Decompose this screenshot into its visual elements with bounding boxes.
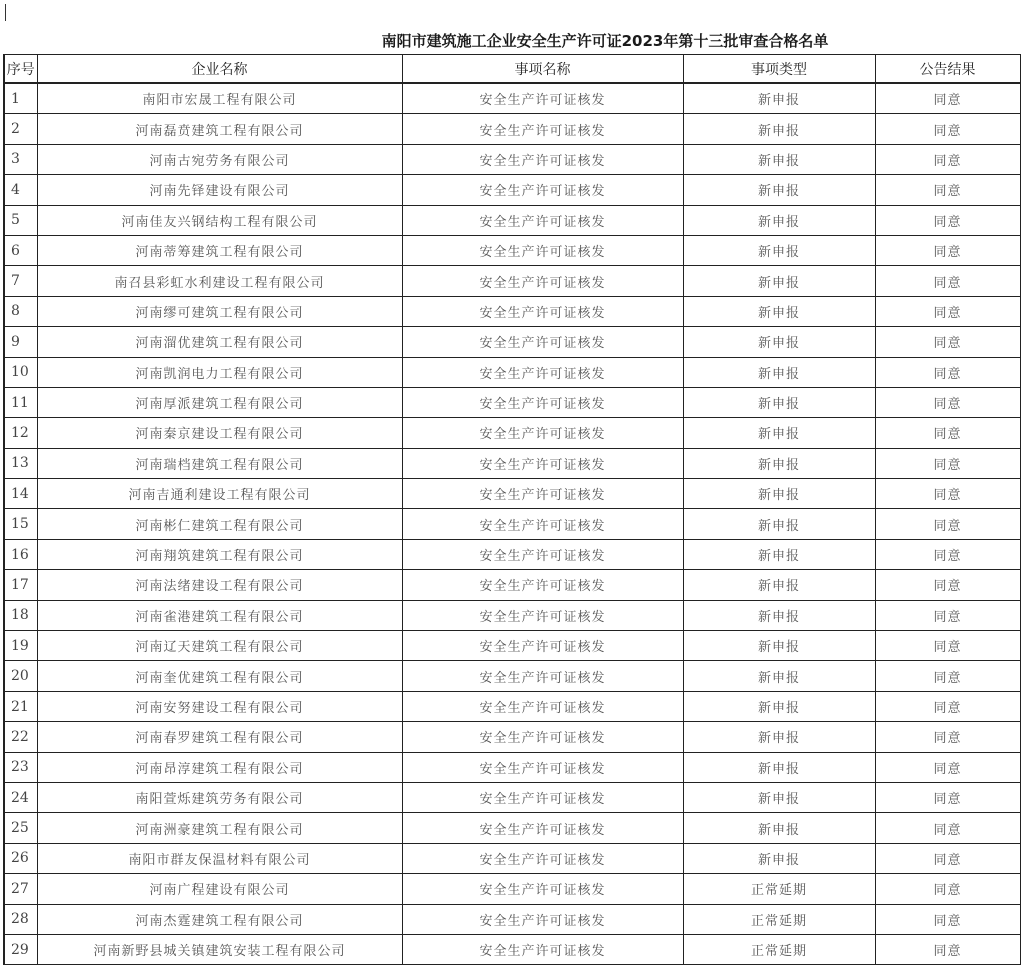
cell-result: 同意 [875,205,1020,235]
cell-index: 22 [4,722,37,752]
cell-company-name: 河南彬仁建筑工程有限公司 [37,509,402,539]
cell-result: 同意 [875,296,1020,326]
table-row [4,327,1020,357]
table-row [4,600,1020,630]
cell-result: 同意 [875,144,1020,174]
cell-result: 同意 [875,843,1020,873]
cell-item-name: 安全生产许可证核发 [402,843,683,873]
cell-company-name: 南阳萱烁建筑劳务有限公司 [37,782,402,812]
table-row [4,387,1020,417]
cell-company-name: 河南春罗建筑工程有限公司 [37,722,402,752]
cell-item-type: 新申报 [683,813,875,843]
cell-index: 16 [4,539,37,569]
cell-index: 2 [4,114,37,144]
cell-item-type: 新申报 [683,327,875,357]
cell-result: 同意 [875,266,1020,296]
cell-item-name: 安全生产许可证核发 [402,144,683,174]
cell-result: 同意 [875,357,1020,387]
table-row [4,782,1020,812]
document-title: 南阳市建筑施工企业安全生产许可证2023年第十三批审查合格名单 [381,32,829,50]
cell-index: 10 [4,357,37,387]
table-row [4,752,1020,782]
cell-item-name: 安全生产许可证核发 [402,357,683,387]
table-row [4,843,1020,873]
cell-company-name: 河南安努建设工程有限公司 [37,691,402,721]
cell-item-name: 安全生产许可证核发 [402,722,683,752]
cell-company-name: 河南杰霆建筑工程有限公司 [37,904,402,934]
cell-item-name: 安全生产许可证核发 [402,114,683,144]
cell-item-type: 新申报 [683,418,875,448]
cell-company-name: 河南瑞档建筑工程有限公司 [37,448,402,478]
cell-company-name: 河南新野县城关镇建筑安装工程有限公司 [37,934,402,964]
cell-index: 20 [4,661,37,691]
cell-index: 17 [4,570,37,600]
table-row [4,205,1020,235]
table-row [4,813,1020,843]
header-result: 公告结果 [875,55,1020,84]
cell-index: 3 [4,144,37,174]
table-row [4,479,1020,509]
cell-company-name: 河南雀港建筑工程有限公司 [37,600,402,630]
cell-item-name: 安全生产许可证核发 [402,327,683,357]
cell-result: 同意 [875,83,1020,114]
cell-item-name: 安全生产许可证核发 [402,509,683,539]
cell-result: 同意 [875,722,1020,752]
cell-company-name: 南召县彩虹水利建设工程有限公司 [37,266,402,296]
cell-item-type: 新申报 [683,144,875,174]
cell-item-type: 新申报 [683,205,875,235]
cell-item-type: 新申报 [683,479,875,509]
cell-item-name: 安全生产许可证核发 [402,387,683,417]
header-company-name: 企业名称 [37,55,402,84]
cell-item-name: 安全生产许可证核发 [402,691,683,721]
cell-result: 同意 [875,752,1020,782]
cell-company-name: 河南蒂筹建筑工程有限公司 [37,235,402,265]
cell-index: 26 [4,843,37,873]
cell-item-name: 安全生产许可证核发 [402,813,683,843]
table-row [4,296,1020,326]
cell-item-type: 新申报 [683,539,875,569]
table-row [4,631,1020,661]
cell-item-type: 新申报 [683,266,875,296]
cell-item-type: 新申报 [683,357,875,387]
cell-item-name: 安全生产许可证核发 [402,934,683,964]
cell-item-name: 安全生产许可证核发 [402,296,683,326]
cell-item-type: 新申报 [683,570,875,600]
table-row [4,722,1020,752]
table-row [4,509,1020,539]
text-cursor [5,4,6,21]
cell-index: 24 [4,782,37,812]
cell-result: 同意 [875,175,1020,205]
cell-result: 同意 [875,600,1020,630]
cell-item-name: 安全生产许可证核发 [402,539,683,569]
cell-index: 25 [4,813,37,843]
cell-item-name: 安全生产许可证核发 [402,631,683,661]
cell-result: 同意 [875,904,1020,934]
table-row [4,570,1020,600]
cell-result: 同意 [875,631,1020,661]
cell-item-type: 新申报 [683,448,875,478]
cell-company-name: 河南法绪建设工程有限公司 [37,570,402,600]
cell-index: 29 [4,934,37,964]
cell-company-name: 南阳市宏晟工程有限公司 [37,83,402,114]
cell-index: 27 [4,874,37,904]
cell-result: 同意 [875,539,1020,569]
cell-item-type: 新申报 [683,722,875,752]
table-row [4,266,1020,296]
cell-item-type: 新申报 [683,782,875,812]
cell-item-name: 安全生产许可证核发 [402,661,683,691]
cell-result: 同意 [875,387,1020,417]
cell-item-type: 新申报 [683,83,875,114]
cell-item-type: 新申报 [683,752,875,782]
table-row [4,661,1020,691]
table-row [4,175,1020,205]
cell-index: 28 [4,904,37,934]
cell-index: 15 [4,509,37,539]
cell-result: 同意 [875,934,1020,964]
cell-item-name: 安全生产许可证核发 [402,479,683,509]
cell-company-name: 河南厚派建筑工程有限公司 [37,387,402,417]
cell-company-name: 河南古宛劳务有限公司 [37,144,402,174]
cell-item-name: 安全生产许可证核发 [402,235,683,265]
cell-item-type: 新申报 [683,691,875,721]
cell-company-name: 河南昂淳建筑工程有限公司 [37,752,402,782]
cell-result: 同意 [875,448,1020,478]
cell-index: 6 [4,235,37,265]
cell-item-type: 新申报 [683,843,875,873]
cell-result: 同意 [875,874,1020,904]
cell-item-type: 新申报 [683,296,875,326]
cell-result: 同意 [875,782,1020,812]
cell-item-name: 安全生产许可证核发 [402,904,683,934]
cell-company-name: 河南佳友兴钢结构工程有限公司 [37,205,402,235]
cell-item-name: 安全生产许可证核发 [402,600,683,630]
cell-index: 1 [4,83,37,114]
cell-item-name: 安全生产许可证核发 [402,205,683,235]
cell-result: 同意 [875,479,1020,509]
cell-item-type: 新申报 [683,175,875,205]
cell-index: 21 [4,691,37,721]
table-row [4,235,1020,265]
cell-item-name: 安全生产许可证核发 [402,83,683,114]
table-row [4,934,1020,964]
cell-index: 7 [4,266,37,296]
cell-item-type: 新申报 [683,631,875,661]
cell-item-type: 正常延期 [683,874,875,904]
table-row [4,874,1020,904]
cell-index: 5 [4,205,37,235]
cell-item-type: 新申报 [683,387,875,417]
cell-result: 同意 [875,691,1020,721]
cell-result: 同意 [875,813,1020,843]
cell-company-name: 河南奎优建筑工程有限公司 [37,661,402,691]
cell-result: 同意 [875,509,1020,539]
cell-company-name: 河南广程建设有限公司 [37,874,402,904]
cell-result: 同意 [875,661,1020,691]
cell-index: 18 [4,600,37,630]
table-row [4,418,1020,448]
cell-company-name: 河南缪可建筑工程有限公司 [37,296,402,326]
cell-item-type: 新申报 [683,661,875,691]
table-row [4,357,1020,387]
table-row [4,691,1020,721]
cell-index: 13 [4,448,37,478]
table-header-row [4,55,1020,84]
cell-item-type: 新申报 [683,114,875,144]
cell-item-name: 安全生产许可证核发 [402,418,683,448]
cell-result: 同意 [875,114,1020,144]
cell-index: 8 [4,296,37,326]
cell-company-name: 河南辽天建筑工程有限公司 [37,631,402,661]
table-row [4,904,1020,934]
cell-company-name: 河南溜优建筑工程有限公司 [37,327,402,357]
cell-result: 同意 [875,570,1020,600]
cell-item-type: 正常延期 [683,934,875,964]
table-row [4,83,1020,114]
cell-item-type: 新申报 [683,235,875,265]
table-body [4,83,1020,965]
cell-item-name: 安全生产许可证核发 [402,874,683,904]
cell-result: 同意 [875,418,1020,448]
cell-company-name: 河南先铎建设有限公司 [37,175,402,205]
cell-index: 9 [4,327,37,357]
cell-company-name: 南阳市群友保温材料有限公司 [37,843,402,873]
cell-company-name: 河南凯润电力工程有限公司 [37,357,402,387]
cell-item-name: 安全生产许可证核发 [402,448,683,478]
header-item-name: 事项名称 [402,55,683,84]
cell-item-name: 安全生产许可证核发 [402,782,683,812]
cell-result: 同意 [875,327,1020,357]
cell-index: 14 [4,479,37,509]
cell-company-name: 河南秦京建设工程有限公司 [37,418,402,448]
table-row [4,144,1020,174]
cell-item-name: 安全生产许可证核发 [402,570,683,600]
cell-result: 同意 [875,235,1020,265]
results-table [3,54,1021,965]
header-index: 序号 [4,55,37,84]
cell-item-name: 安全生产许可证核发 [402,175,683,205]
cell-company-name: 河南翔筑建筑工程有限公司 [37,539,402,569]
cell-company-name: 河南磊贲建筑工程有限公司 [37,114,402,144]
cell-index: 12 [4,418,37,448]
cell-item-name: 安全生产许可证核发 [402,266,683,296]
cell-item-type: 新申报 [683,600,875,630]
cell-item-type: 新申报 [683,509,875,539]
cell-index: 4 [4,175,37,205]
cell-item-name: 安全生产许可证核发 [402,752,683,782]
cell-item-type: 正常延期 [683,904,875,934]
cell-company-name: 河南洲豪建筑工程有限公司 [37,813,402,843]
cell-company-name: 河南吉通利建设工程有限公司 [37,479,402,509]
cell-index: 11 [4,387,37,417]
header-item-type: 事项类型 [683,55,875,84]
table-row [4,448,1020,478]
table-row [4,114,1020,144]
table-row [4,539,1020,569]
cell-index: 23 [4,752,37,782]
cell-index: 19 [4,631,37,661]
